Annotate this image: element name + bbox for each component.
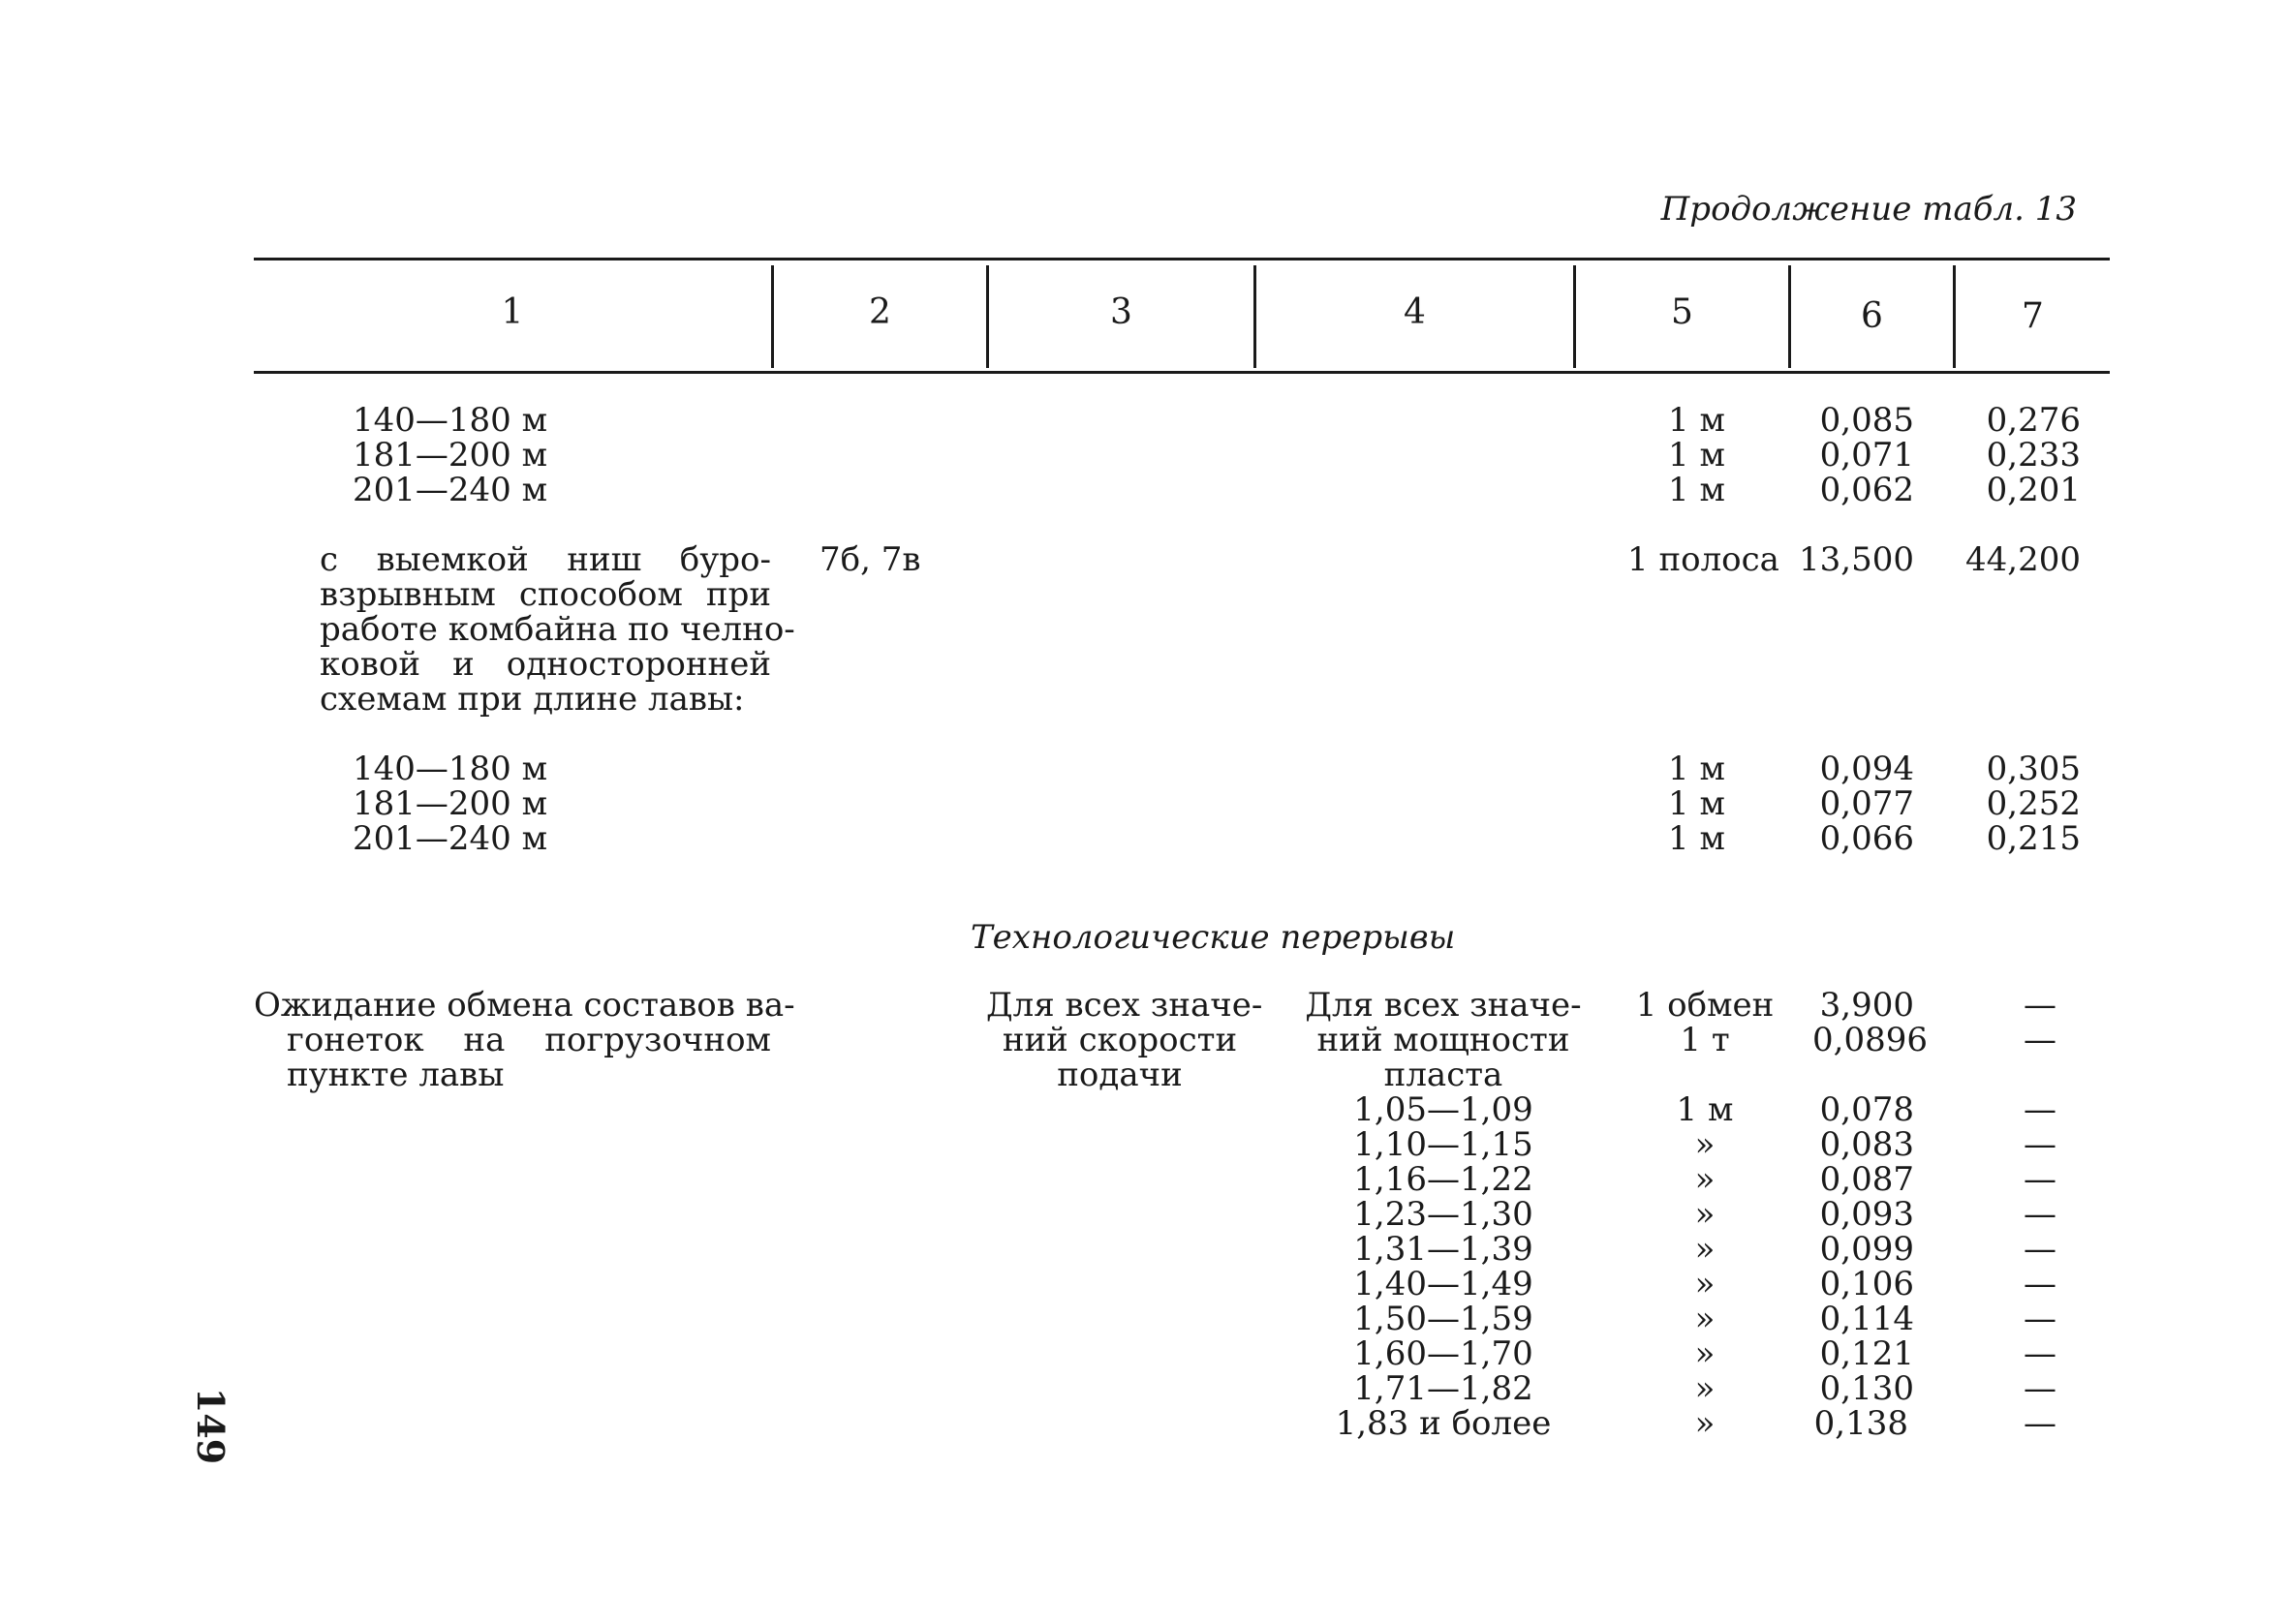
wait-value-7: — [2024,1195,2056,1234]
wait-unit: » [1694,1230,1716,1269]
row-value-7: 0,215 [1986,819,2081,858]
header-top-rule [254,258,2110,260]
desc-line: с выемкой ниш буро- [320,540,771,579]
row-unit: 1 м [1668,401,1725,440]
wait-value-7: — [2024,1369,2056,1408]
header-bottom-rule [254,371,2110,374]
wait-col3-line: Для всех значе- [986,986,1263,1025]
wait-value-6: 0,078 [1819,1090,1914,1129]
wait-col3-line: подачи [1057,1056,1183,1094]
row-value-7: 0,233 [1986,436,2081,475]
row-value-6: 0,077 [1819,784,1914,823]
wait-value-6: 0,130 [1819,1369,1914,1408]
col-header-1: 1 [501,292,524,332]
row-label: 181—200 м [353,784,548,823]
wait-range: 1,50—1,59 [1353,1300,1533,1338]
wait-value-7: — [2024,1265,2056,1303]
wait-value-6: 0,106 [1819,1265,1914,1303]
wait-range: 1,83 и более [1335,1404,1552,1443]
wait-unit: » [1694,1125,1716,1164]
wait-range: 1,40—1,49 [1353,1265,1533,1303]
wait-desc-line: гонеток на погрузочном [287,1021,771,1059]
wait-value-7: — [2024,1334,2056,1373]
wait-value-7: — [2024,1300,2056,1338]
table-continuation-caption: Продолжение табл. 13 [1660,190,2077,229]
wait-value-7: — [2024,986,2056,1025]
wait-unit: » [1694,1265,1716,1303]
row-value-7: 0,201 [1986,471,2081,509]
wait-value-7: — [2024,1090,2056,1129]
row-label: 201—240 м [353,471,548,509]
row-label: 140—180 м [353,750,548,788]
col-header-5: 5 [1671,292,1693,332]
wait-range: 1,71—1,82 [1353,1369,1533,1408]
row-unit: 1 м [1668,784,1725,823]
wait-unit: » [1694,1160,1716,1199]
row-value-7: 0,252 [1986,784,2081,823]
wait-range: 1,16—1,22 [1353,1160,1533,1199]
wait-value-7: — [2024,1125,2056,1164]
wait-range: 1,31—1,39 [1353,1230,1533,1269]
desc-line: работе комбайна по челно- [320,610,795,649]
wait-range: 1,05—1,09 [1353,1090,1533,1129]
wait-unit: » [1694,1369,1716,1408]
wait-value-7: — [2024,1021,2056,1059]
wait-col4-line: ний мощности [1316,1021,1570,1059]
wait-value-6: 0,0896 [1812,1021,1928,1059]
col-header-7: 7 [2022,296,2044,336]
desc-value-7: 44,200 [1965,540,2081,579]
wait-value-7: — [2024,1160,2056,1199]
desc-unit: 1 полоса [1627,540,1779,579]
desc-value-6: 13,500 [1799,540,1914,579]
row-unit: 1 м [1668,471,1725,509]
wait-desc-line: пункте лавы [287,1056,505,1094]
row-value-6: 0,085 [1819,401,1914,440]
desc-line: схемам при длине лавы: [320,680,745,719]
wait-range: 1,23—1,30 [1353,1195,1533,1234]
wait-value-6: 0,083 [1819,1125,1914,1164]
col-header-6: 6 [1861,296,1883,336]
row-unit: 1 м [1668,819,1725,858]
wait-value-6: 0,099 [1819,1230,1914,1269]
wait-unit: 1 м [1676,1090,1734,1129]
col-header-2: 2 [869,292,891,332]
page-number: 149 [189,1387,233,1465]
row-value-6: 0,071 [1819,436,1914,475]
section-title: Технологические перерывы [971,918,1456,957]
wait-desc-line: Ожидание обмена составов ва- [254,986,795,1025]
wait-unit: 1 т [1680,1021,1730,1059]
row-label: 181—200 м [353,436,548,475]
row-value-7: 0,305 [1986,750,2081,788]
row-unit: 1 м [1668,436,1725,475]
wait-value-6: 0,121 [1819,1334,1914,1373]
col-header-3: 3 [1110,292,1132,332]
wait-value-6: 0,138 [1813,1404,1908,1443]
wait-unit: » [1694,1334,1716,1373]
row-unit: 1 м [1668,750,1725,788]
wait-unit: 1 обмен [1635,986,1775,1025]
row-label: 140—180 м [353,401,548,440]
wait-value-6: 0,093 [1819,1195,1914,1234]
row-value-6: 0,066 [1819,819,1914,858]
wait-value-7: — [2024,1404,2056,1443]
row-value-7: 0,276 [1986,401,2081,440]
row-value-6: 0,094 [1819,750,1914,788]
wait-value-6: 0,087 [1819,1160,1914,1199]
wait-value-6: 0,114 [1819,1300,1914,1338]
wait-col4-line: Для всех значе- [1305,986,1582,1025]
wait-value-6: 3,900 [1819,986,1914,1025]
wait-col3-line: ний скорости [1002,1021,1238,1059]
desc-line: ковой и односторонней [320,645,771,684]
row-value-6: 0,062 [1819,471,1914,509]
desc-col2: 7б, 7в [819,540,921,579]
row-label: 201—240 м [353,819,548,858]
wait-range: 1,60—1,70 [1353,1334,1533,1373]
desc-line: взрывным способом при [320,575,771,614]
wait-unit: » [1694,1300,1716,1338]
wait-col4-line: пласта [1383,1056,1503,1094]
col-header-4: 4 [1404,292,1426,332]
wait-unit: » [1694,1195,1716,1234]
wait-value-7: — [2024,1230,2056,1269]
wait-range: 1,10—1,15 [1353,1125,1533,1164]
wait-unit: » [1694,1404,1716,1443]
